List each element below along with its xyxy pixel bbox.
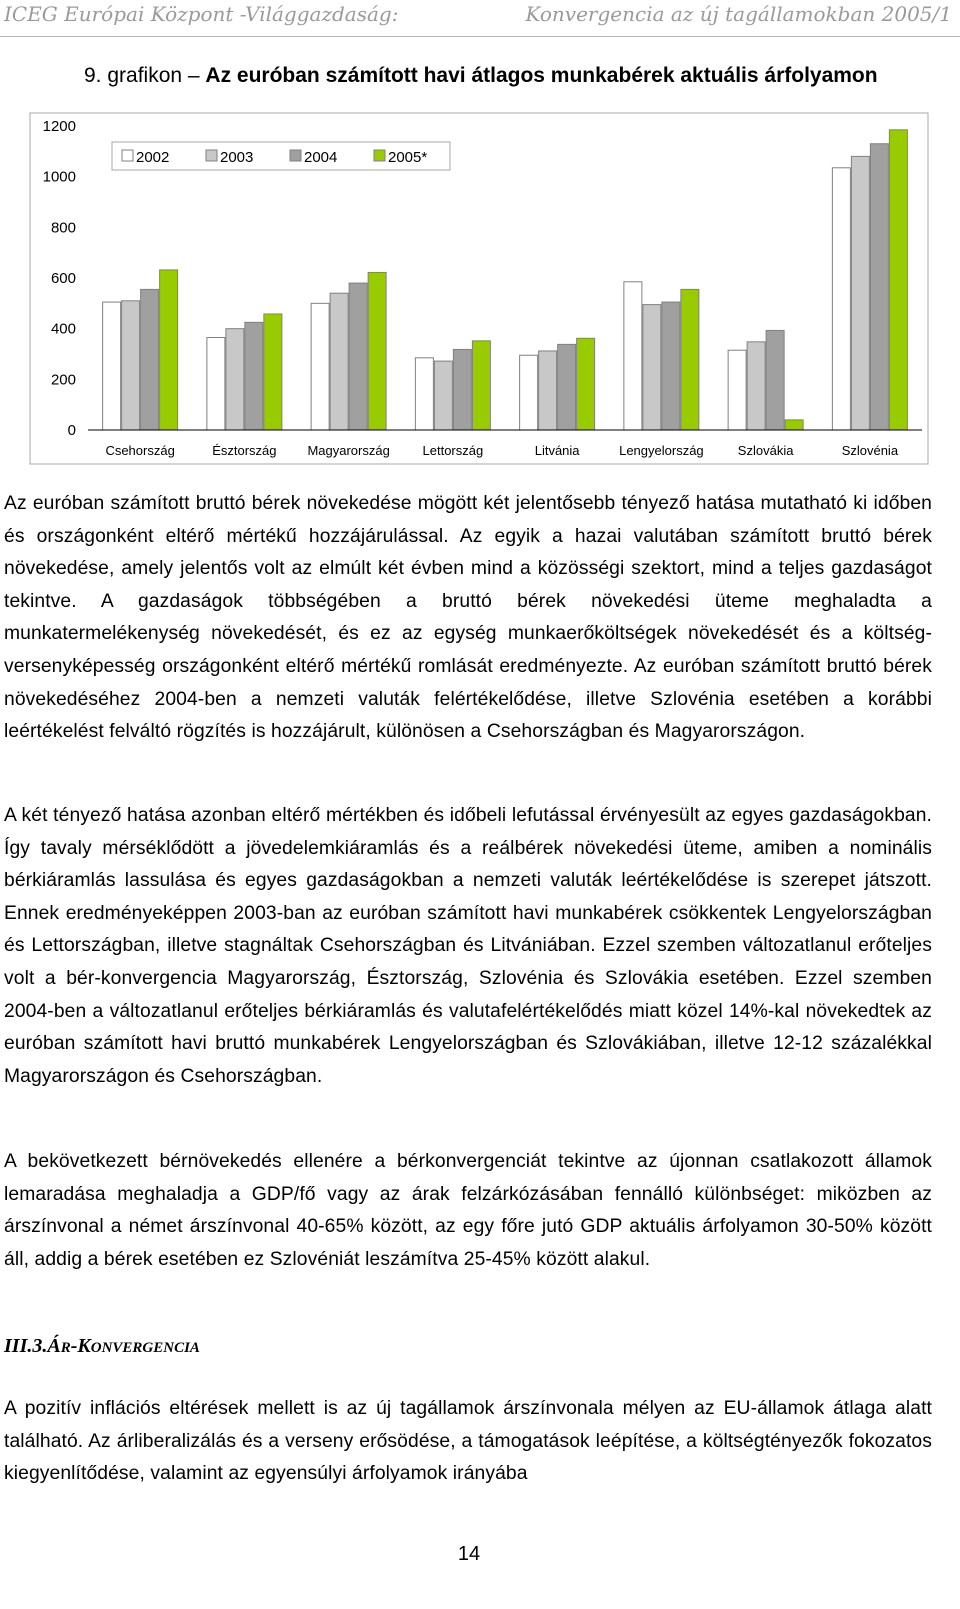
- bar: [870, 144, 888, 430]
- y-tick-label: 0: [67, 422, 76, 439]
- bar: [728, 350, 746, 430]
- chart-title-prefix: 9. grafikon –: [84, 64, 206, 87]
- bar: [330, 293, 348, 430]
- bar: [207, 338, 225, 430]
- x-category-label: Litvánia: [534, 443, 580, 458]
- section-title-dash: -: [70, 1335, 78, 1357]
- x-category-label: Csehország: [105, 443, 175, 458]
- bar: [415, 358, 433, 430]
- bar: [349, 283, 367, 430]
- section-title-first: Á: [47, 1335, 61, 1357]
- legend-swatch: [290, 150, 301, 161]
- paragraph-3: A bekövetkezett bérnövekedés ellenére a bérkonvergenciát tekintve az újonnan csatlakozott államok lemaradása meghaladja a GDP/fő vagy az árak felzárkózásában fennálló különbséget: miközben az árszínvonal a német árszínvonal 40-65% között, az egy főre jutó GDP aktuális árfolyamon 30-50% között áll, addig a bérek esetében ez Szlovéniát leszámítva 25-45% között alakul.: [4, 1151, 932, 1270]
- legend-label: 2002: [136, 149, 170, 166]
- bar: [539, 351, 557, 430]
- bar: [662, 302, 680, 430]
- legend-label: 2004: [304, 149, 338, 166]
- section-number: III.3.: [4, 1335, 48, 1357]
- y-tick-label: 800: [50, 219, 76, 237]
- running-header: [0, 0, 960, 37]
- section-heading: [4, 1335, 200, 1358]
- paragraph-2: A két tényező hatása azonban eltérő mértékben és időbeli lefutással érvényesült az egyes gazdaságokban. Így tavaly mérséklődött a jövedelemkiáramlás és a reálbérek növekedési üteme, amiben a nominális bérkiáramlás lassulása és egyes gazdaságokban a nemzeti valuták leértékelődése is szerepet játszott. Ennek eredményeképpen 2003-ban az euróban számított havi munkabérek csökkentek Lengyelországban és Lettországban, illetve stagnáltak Csehországban és Litvániában. Ezzel szemben változatlanul erőteljes volt a bér-konvergencia Magyarország, Észtország, Szlovénia és Szlovákia esetében. Ezzel szemben 2004-ben a változatlanul erőteljes bérkiáramlás és valutafelértékelődés miatt közel 14%-kal növekedtek az euróban számított havi bruttó munkabérek Lengyelországban és Szlovákiában, illetve 12-12 százalékkal Magyarországon és Csehországban.: [4, 805, 932, 1087]
- paragraph-4: A pozitív inflációs eltérések mellett is az új tagállamok árszínvonala mélyen az EU-államok átlaga alatt található. Az árliberalizálás és a verseny erősödése, a támogatások leépítése, a költségtényezők fokozatos kiegyenlítődése, valamint az egyensúlyi árfolyamok irányába: [4, 1398, 932, 1485]
- header-left-text: ICEG Európai Központ -Világgazdaság:: [4, 2, 399, 26]
- x-category-label: Lengyelország: [619, 443, 704, 458]
- bar: [577, 338, 595, 430]
- bar: [226, 329, 244, 430]
- bar: [311, 303, 329, 430]
- bar: [643, 305, 661, 430]
- bar: [851, 156, 869, 430]
- bar: [832, 168, 850, 430]
- bar: [785, 420, 803, 430]
- bar: [624, 282, 642, 430]
- bar: [747, 342, 765, 430]
- y-tick-label: 1000: [42, 168, 76, 186]
- bar: [558, 344, 576, 430]
- bar: [245, 322, 263, 430]
- chart-title-text: Az euróban számított havi átlagos munkabérek aktuális árfolyamon: [205, 64, 878, 87]
- bar: [434, 361, 452, 430]
- bar: [141, 289, 159, 430]
- page-number: 14: [457, 1543, 481, 1565]
- x-category-label: Magyarország: [307, 443, 390, 458]
- x-category-label: Szlovénia: [841, 443, 899, 458]
- section-title-k: K: [77, 1335, 91, 1357]
- legend-swatch: [206, 150, 217, 161]
- bar: [160, 270, 178, 430]
- x-category-label: Szlovákia: [737, 443, 794, 458]
- header-right-text: Konvergencia az új tagállamokban 2005/1: [525, 2, 952, 26]
- legend-swatch: [122, 150, 133, 161]
- chart-title: [84, 64, 954, 88]
- paragraph-1: Az euróban számított bruttó bérek növekedése mögött két jelentősebb tényező hatása mutatható ki időben és országonként eltérő mértékű hozzájárulással. Az egyik a hazai valutában számított bruttó bérek növekedése, amely jelentős volt az elmúlt két évben mind a közösségi szektort, mind a teljes gazdaságot tekintve. A gazdaságok többségében a bruttó bérek növekedési üteme meghaladta a munkatermelékenység növekedését, és ez az egység munkaerőköltségek növekedését és a költség-versenyképesség országonként eltérő mértékű romlását eredményezte. Az euróban számított bruttó bérek növekedéséhez 2004-ben a nemzeti valuták felértékelődése, illetve Szlovénia esetében a korábbi leértékelést felváltó rögzítés is hozzájárult, különösen a Csehországban és Magyarországon.: [4, 493, 932, 743]
- legend-label: 2005*: [388, 149, 428, 166]
- legend-swatch: [374, 150, 385, 161]
- bar-chart: [0, 110, 930, 466]
- bar: [122, 301, 140, 430]
- legend-label: 2003: [220, 149, 254, 166]
- section-title-r: R: [60, 1340, 71, 1356]
- y-tick-label: 200: [50, 371, 76, 389]
- y-tick-label: 600: [50, 270, 76, 287]
- bar: [681, 289, 699, 430]
- bar: [103, 302, 121, 430]
- bar: [520, 355, 538, 430]
- y-tick-label: 400: [50, 320, 76, 338]
- x-category-label: Lettország: [422, 443, 484, 458]
- bar: [472, 341, 490, 430]
- bar: [766, 330, 784, 430]
- bar: [889, 130, 907, 430]
- bar: [453, 349, 471, 430]
- y-tick-label: 1200: [42, 118, 76, 135]
- bar: [264, 314, 282, 430]
- bar: [368, 272, 386, 430]
- section-title-rest: ONVERGENCIA: [90, 1340, 200, 1356]
- x-category-label: Észtország: [212, 443, 277, 458]
